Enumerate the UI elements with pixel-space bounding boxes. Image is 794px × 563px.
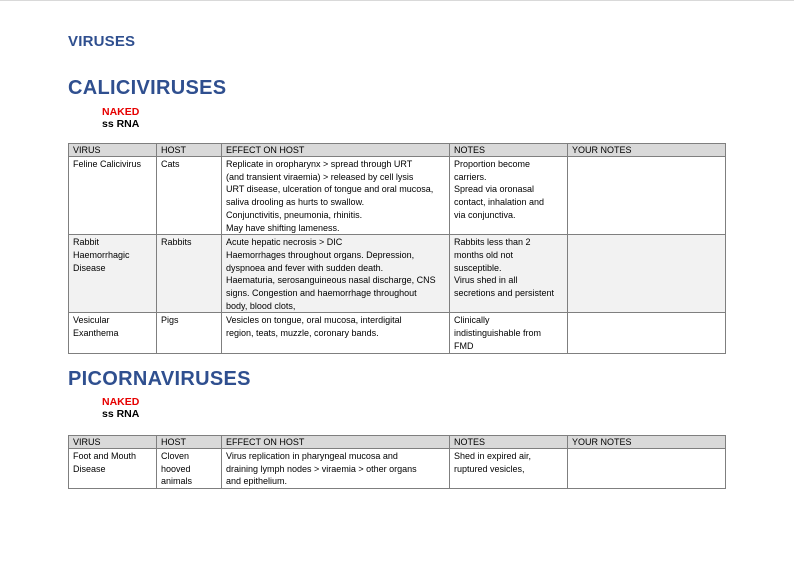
section-classification-picornaviruses	[102, 396, 139, 420]
cell-line: Haemorrhagic	[73, 249, 130, 260]
cell-line: susceptible.	[454, 262, 502, 273]
cell-line: carriers.	[454, 171, 487, 182]
column-header-virus: VIRUS	[69, 144, 157, 157]
table-header-row	[69, 144, 726, 157]
cell-line: Acute hepatic necrosis > DIC	[226, 237, 343, 248]
column-header-host: HOST	[157, 144, 222, 157]
cell-your-notes[interactable]	[568, 235, 726, 313]
cell-line: Shed in expired air,	[454, 451, 532, 461]
cell-host	[157, 449, 222, 489]
section-title-caliciviruses: CALICIVIRUSES	[68, 77, 227, 99]
cell-host	[157, 235, 222, 313]
cell-line: Proportion become	[454, 159, 531, 169]
cell-line: Vesicular	[73, 315, 110, 326]
cell-your-notes[interactable]	[568, 157, 726, 235]
table-row	[69, 235, 726, 313]
cell-your-notes[interactable]	[568, 313, 726, 353]
envelope-label: NAKED	[102, 396, 140, 408]
cell-effect	[222, 235, 450, 313]
cell-virus	[69, 235, 157, 313]
section-title-picornaviruses: PICORNAVIRUSES	[68, 368, 251, 390]
cell-line: Foot and Mouth	[73, 451, 137, 461]
cell-line: contact, inhalation and	[454, 197, 545, 208]
cell-line: dyspnoea and fever with sudden death.	[226, 262, 384, 273]
column-header-notes: NOTES	[450, 144, 568, 157]
cell-virus	[69, 449, 157, 489]
cell-line: hooved	[161, 463, 191, 474]
column-header-host: HOST	[157, 436, 222, 449]
cell-line: animals	[161, 476, 193, 487]
cell-line: and epithelium.	[226, 476, 288, 487]
table-header-row	[69, 436, 726, 449]
table-row	[69, 157, 726, 235]
cell-effect	[222, 157, 450, 235]
cell-line: Disease	[73, 463, 106, 474]
cell-line: Replicate in oropharynx > spread through URT	[226, 159, 413, 169]
cell-line: Feline Calicivirus	[73, 159, 142, 169]
cell-notes	[450, 157, 568, 235]
picornaviruses-table	[68, 435, 726, 489]
cell-virus	[69, 157, 157, 235]
caliciviruses-table	[68, 143, 726, 354]
genome-label: ss RNA	[102, 408, 140, 420]
column-header-effect: EFFECT ON HOST	[222, 144, 450, 157]
cell-line: Rabbit	[73, 237, 100, 248]
cell-line: body, blood clots,	[226, 300, 296, 311]
cell-effect	[222, 449, 450, 489]
cell-line: Disease	[73, 262, 106, 273]
section-classification-caliciviruses	[102, 106, 139, 130]
cell-line: via conjunctiva.	[454, 209, 516, 220]
cell-line: Haemorrhages throughout organs. Depression,	[226, 249, 415, 260]
cell-line: Clinically	[454, 315, 490, 326]
cell-line: Exanthema	[73, 328, 119, 339]
column-header-notes: NOTES	[450, 436, 568, 449]
cell-line: region, teats, muzzle, coronary bands.	[226, 328, 379, 339]
table-row	[69, 313, 726, 353]
cell-line: Cats	[161, 159, 180, 169]
cell-line: Conjunctivitis, pneumonia, rhinitis.	[226, 209, 363, 220]
column-header-effect: EFFECT ON HOST	[222, 436, 450, 449]
cell-line: Virus replication in pharyngeal mucosa and	[226, 451, 398, 461]
cell-host	[157, 157, 222, 235]
cell-line: Spread via oronasal	[454, 184, 535, 195]
cell-line: May have shifting lameness.	[226, 222, 340, 233]
cell-line: secretions and persistent	[454, 288, 555, 299]
cell-line: Rabbits	[161, 237, 192, 248]
cell-notes	[450, 449, 568, 489]
cell-line: draining lymph nodes > viraemia > other organs	[226, 463, 417, 474]
cell-line: Cloven	[161, 451, 190, 461]
column-header-your-notes: YOUR NOTES	[568, 436, 726, 449]
cell-line: Virus shed in all	[454, 275, 518, 286]
table-row	[69, 449, 726, 489]
cell-virus	[69, 313, 157, 353]
envelope-label: NAKED	[102, 106, 140, 118]
cell-line: months old not	[454, 249, 514, 260]
cell-line: Vesicles on tongue, oral mucosa, interdigital	[226, 315, 402, 326]
page-title: VIRUSES	[68, 33, 136, 50]
cell-notes	[450, 235, 568, 313]
cell-line: signs. Congestion and haemorrhage throughout	[226, 288, 417, 299]
genome-label: ss RNA	[102, 118, 140, 130]
cell-line: saliva drooling as hurts to swallow.	[226, 197, 365, 208]
cell-line: Rabbits less than 2	[454, 237, 531, 248]
cell-notes	[450, 313, 568, 353]
cell-your-notes[interactable]	[568, 449, 726, 489]
cell-line: URT disease, ulceration of tongue and oral mucosa,	[226, 184, 434, 195]
cell-host	[157, 313, 222, 353]
cell-line: (and transient viraemia) > released by cell lysis	[226, 171, 414, 182]
column-header-virus: VIRUS	[69, 436, 157, 449]
cell-line: FMD	[454, 340, 474, 351]
column-header-your-notes: YOUR NOTES	[568, 144, 726, 157]
cell-line: indistinguishable from	[454, 328, 542, 339]
cell-effect	[222, 313, 450, 353]
cell-line: Pigs	[161, 315, 179, 326]
cell-line: Haematuria, serosanguineous nasal discharge, CNS	[226, 275, 436, 286]
cell-line: ruptured vesicles,	[454, 463, 525, 474]
